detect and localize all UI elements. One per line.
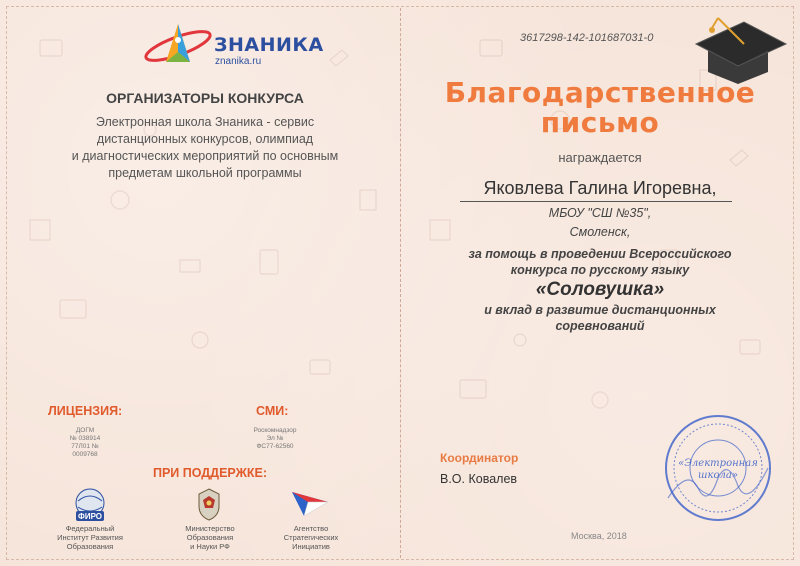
award-reason-continued [430,302,770,334]
supporter-caption [52,524,128,551]
supporter-caption-line: Инициатив [292,542,330,551]
supporter-caption-line: Образования [186,533,234,542]
supporter-caption-line: Федеральный [65,524,115,533]
recipient-school: МБОУ "СШ №35", [548,206,652,220]
award-reason-line: за помощь в проведении Всероссийского [468,247,732,261]
organizers-title: ОРГАНИЗАТОРЫ КОНКУРСА [106,90,304,106]
firo-logo-icon [70,487,110,523]
organizers-description-line: Электронная школа Знаника - сервис [95,115,315,129]
logo-name: ЗНАНИКА [214,34,324,56]
certificate-serial-number: 3617298-142-101687031-0 [520,32,654,44]
license-heading: ЛИЦЕНЗИЯ: [48,404,123,418]
smi-details [245,427,305,451]
license-line: ДОГМ [75,427,95,434]
certificate-title [430,78,770,138]
support-heading: ПРИ ПОДДЕРЖКЕ: [152,466,268,480]
organizers-description-line: предметам школьной программы [108,166,302,180]
certificate-title-line: письмо [540,106,660,139]
smi-line: Эл № [266,435,284,442]
supporter-caption-line: Образования [66,542,114,551]
asi-logo-icon [290,488,330,520]
supporter-caption-line: и Науки РФ [190,542,230,551]
license-details [60,427,110,459]
license-line: 77Л01 № 0009768 [71,443,99,458]
organizers-description [30,114,380,182]
supporter-caption-line: Агентство [293,524,329,533]
license-line: № 038914 [69,435,101,442]
name-underline [460,201,732,202]
supporter-caption-line: Стратегических [283,533,339,542]
recipient-name: Яковлева Галина Игоревна, [483,178,717,198]
coordinator-heading: Координатор [440,451,519,465]
coordinator-name: В.О. Ковалев [440,472,518,486]
supporter-caption-line: Министерство [185,524,235,533]
organizers-description-line: и диагностических мероприятий по основным [71,149,339,163]
logo-url: znanika.ru [215,56,262,67]
issue-place-date: Москва, 2018 [571,531,627,541]
supporter-caption [172,524,248,551]
certificate-title-line: Благодарственное [444,76,756,109]
svg-text:«Электронная: «Электронная [678,458,758,469]
firo-logo-text: ФИРО [77,512,103,521]
award-reason-line: конкурса по русскому языку [510,263,690,277]
svg-text:школа»: школа» [698,470,738,481]
supporter-caption [276,524,346,551]
official-stamp-icon [658,408,778,528]
recipient-city: Смоленск, [569,225,631,239]
awarded-label: награждается [558,150,642,165]
smi-line: Роскомнадзор [253,427,297,434]
fold-line [400,8,401,558]
contest-name: «Соловушка» [535,279,665,300]
smi-heading: СМИ: [256,404,289,418]
organizers-description-line: дистанционных конкурсов, олимпиад [96,132,314,146]
award-reason [430,246,770,278]
ministry-emblem-icon [193,486,225,522]
award-reason-line: и вклад в развитие дистанционных [484,303,716,317]
supporter-caption-line: Институт Развития [57,533,123,542]
smi-line: ФС77-62560 [256,443,294,450]
award-reason-line: соревнований [555,319,645,333]
